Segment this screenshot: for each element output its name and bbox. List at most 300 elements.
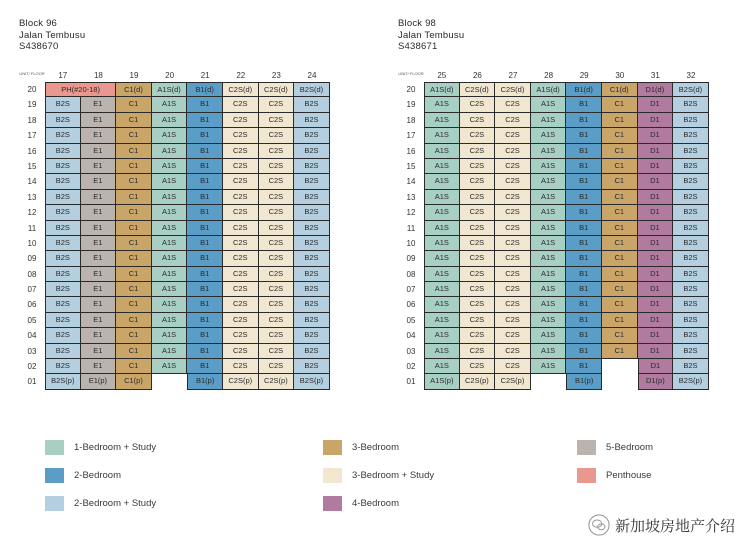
unit-cell: B1 [566,174,602,189]
floor-row [398,113,709,128]
unit-cell: D1 [638,174,674,189]
unit-cell: B1 [566,267,602,282]
unit-cell: C1 [602,159,638,174]
empty-cell [602,374,638,389]
unit-cell: A1S(d) [152,82,188,97]
legend-swatch [45,468,64,483]
unit-cell: D1 [638,267,674,282]
floor-row [398,297,709,312]
empty-cell [602,359,638,374]
unit-cell: A1S [531,328,567,343]
unit-cell: C1 [602,344,638,359]
unit-cell: B2S [294,251,330,266]
unit-column-header: 22 [236,71,246,80]
block-96-panel [19,18,324,387]
unit-cell: B2S [45,159,81,174]
unit-cell: C1 [602,282,638,297]
floor-label: 19 [406,100,416,110]
unit-cell: B2S [673,236,709,251]
floor-label: 11 [27,223,37,233]
floor-label: 01 [27,377,37,387]
unit-cell: B1 [566,359,602,374]
unit-cell: B2S [45,251,81,266]
unit-cell: B1 [566,313,602,328]
unit-cell: C2S [259,159,295,174]
floor-row [398,82,709,97]
floor-row [398,344,709,359]
unit-cell: A1S [424,97,460,112]
unit-cell: A1S [424,221,460,236]
unit-column-header: 28 [544,71,554,80]
unit-cell: B2S(p) [294,374,330,389]
unit-cell: C2S [495,313,531,328]
floor-row [398,97,709,112]
unit-cell: C2S(p) [495,374,531,389]
unit-cell: C2S [460,190,496,205]
legend-label: Penthouse [606,470,652,481]
floor-label: 08 [27,269,37,279]
floor-row [398,236,709,251]
legend-label: 3-Bedroom + Study [352,470,435,481]
unit-cell: A1S [424,282,460,297]
unit-cell: B2S [45,144,81,159]
unit-cell: PH(#20-18) [45,82,116,97]
unit-cell: B2S [673,359,709,374]
unit-cell: A1S(d) [424,82,460,97]
unit-cell: D1(d) [638,82,674,97]
floor-row [19,97,330,112]
unit-cell: C2S [259,328,295,343]
unit-cell: C2S [259,297,295,312]
unit-cell: B2S [294,174,330,189]
floor-row [19,344,330,359]
unit-cell: A1S [531,159,567,174]
unit-cell: C2S [223,113,259,128]
unit-cell: C1 [116,174,152,189]
floor-row [398,267,709,282]
unit-cell: B2S [45,359,81,374]
unit-cell: C1 [116,251,152,266]
unit-cell: B2S [294,159,330,174]
unit-cell: D1 [638,328,674,343]
floor-row [19,267,330,282]
unit-cell: C1 [116,190,152,205]
unit-cell: C2S [460,282,496,297]
floor-row [19,190,330,205]
unit-column-header: 17 [58,71,68,80]
floor-label: 03 [406,346,416,356]
legend-item [323,440,399,455]
block-98-panel [398,18,703,387]
watermark-text: 新加坡房地产介绍 [614,516,735,535]
unit-cell: C2S [223,144,259,159]
unit-cell: C2S(p) [460,374,496,389]
unit-cell: E1 [81,297,117,312]
unit-cell: A1S [531,297,567,312]
unit-cell: C2S [259,267,295,282]
unit-cell: B1 [566,251,602,266]
unit-column-header: 23 [271,71,281,80]
floor-label: 04 [27,331,37,341]
unit-cell: C2S [495,282,531,297]
unit-cell: B2S(p) [673,374,709,389]
unit-cell: B2S [673,267,709,282]
legend-item [45,440,156,455]
unit-cell: C1 [116,128,152,143]
floor-label: 09 [406,254,416,264]
legend-item [577,468,651,483]
unit-cell: C2S [460,113,496,128]
unit-cell: C1 [116,359,152,374]
unit-cell: A1S(d) [531,82,567,97]
unit-cell: C1 [602,174,638,189]
unit-column-header: 24 [307,71,317,80]
unit-cell: B2S [294,328,330,343]
floor-label: 13 [406,192,416,202]
unit-cell: B2S [45,297,81,312]
unit-cell: C2S [259,251,295,266]
unit-cell: B1 [187,313,223,328]
floor-row [398,251,709,266]
floor-row [19,144,330,159]
unit-cell: D1 [638,313,674,328]
unit-cell: B2S [45,113,81,128]
unit-column-header: 20 [165,71,175,80]
unit-cell: A1S [531,190,567,205]
unit-cell: C1 [602,205,638,220]
unit-cell: A1S [424,328,460,343]
unit-cell: A1S [152,97,188,112]
unit-cell: C2S [495,205,531,220]
unit-cell: C2S [223,159,259,174]
floor-row [19,205,330,220]
unit-cell: D1 [638,159,674,174]
unit-cell: B1(d) [187,82,223,97]
unit-cell: C2S [495,221,531,236]
unit-cell: E1 [81,97,117,112]
unit-cell: D1 [638,282,674,297]
unit-cell: B1 [566,297,602,312]
unit-cell: A1S [531,97,567,112]
unit-cell: C2S [460,128,496,143]
column-header-row [398,71,709,81]
floor-label: 18 [27,115,37,125]
unit-cell: C2S [259,313,295,328]
unit-cell: B1 [187,159,223,174]
floor-label: 06 [27,300,37,310]
block-98-unit-table [398,71,709,390]
unit-cell: B2S [294,297,330,312]
unit-cell: C2S [460,174,496,189]
unit-cell: C2S [223,313,259,328]
unit-cell: C2S [495,113,531,128]
legend-label: 2-Bedroom + Study [74,498,157,509]
unit-cell: C2S [460,221,496,236]
unit-cell: C2S [259,144,295,159]
unit-cell: B2S [673,205,709,220]
unit-cell: C2S [259,344,295,359]
block-postal-code: S438671 [398,41,438,52]
unit-cell: B2S [45,128,81,143]
unit-cell: B2S [673,190,709,205]
unit-cell: B1 [566,328,602,343]
unit-cell: A1S [531,113,567,128]
unit-cell: A1S [152,267,188,282]
unit-cell: E1 [81,144,117,159]
unit-cell: C1(d) [602,82,638,97]
unit-cell: A1S [152,128,188,143]
unit-cell: C2S [259,359,295,374]
unit-cell: E1 [81,328,117,343]
floor-row [398,174,709,189]
unit-cell: C1 [116,344,152,359]
floor-label: 15 [406,161,416,171]
unit-cell: E1 [81,267,117,282]
unit-cell: A1S [531,236,567,251]
unit-cell: C2S(d) [223,82,259,97]
unit-cell: C1 [602,113,638,128]
floor-label: 20 [406,85,416,94]
unit-cell: B1(p) [187,374,223,389]
legend-swatch [45,440,64,455]
legend-label: 2-Bedroom [74,470,121,481]
unit-cell: B2S [673,221,709,236]
unit-cell: B2S [45,174,81,189]
floor-label: 19 [27,100,37,110]
unit-cell: A1S [152,236,188,251]
block-street: Jalan Tembusu [19,29,86,41]
unit-cell: C2S [259,174,295,189]
unit-cell: B1 [566,113,602,128]
unit-cell: B1 [187,251,223,266]
unit-column-header: 27 [508,71,518,80]
floor-label: 10 [27,238,37,248]
floor-row [19,328,330,343]
unit-cell: B2S [45,313,81,328]
unit-cell: A1S [152,113,188,128]
unit-cell: D1 [638,144,674,159]
unit-cell: B2S [294,313,330,328]
unit-cell: C1 [602,251,638,266]
floor-row [398,144,709,159]
unit-cell: A1S [531,359,567,374]
empty-cell [531,374,567,389]
unit-cell: B1 [187,190,223,205]
unit-cell: B2S(p) [45,374,81,389]
unit-cell: D1 [638,344,674,359]
unit-cell: E1 [81,190,117,205]
floor-row [19,128,330,143]
unit-cell: C1 [602,267,638,282]
floor-label: 04 [406,331,416,341]
floor-label: 06 [406,300,416,310]
unit-cell: B2S [673,297,709,312]
unit-cell: C1 [602,144,638,159]
unit-cell: D1 [638,221,674,236]
unit-cell: C2S [495,328,531,343]
unit-cell: C2S(d) [495,82,531,97]
unit-cell: B2S [673,251,709,266]
floor-label: 13 [27,192,37,202]
unit-cell: C2S [460,97,496,112]
unit-cell: B1 [187,236,223,251]
unit-cell: A1S [531,174,567,189]
unit-cell: A1S [424,190,460,205]
unit-cell: B1(d) [566,82,602,97]
unit-cell: B2S [45,344,81,359]
floor-label: 17 [27,131,37,141]
unit-cell: C2S [259,236,295,251]
unit-cell: B2S [673,313,709,328]
unit-cell: B1 [566,221,602,236]
unit-cell: D1 [638,97,674,112]
unit-cell: C1 [602,313,638,328]
unit-cell: C2S [460,236,496,251]
unit-cell: C2S [460,267,496,282]
floor-row [19,251,330,266]
block-postal-code: S438670 [19,41,59,52]
unit-cell: C1 [116,282,152,297]
floor-label: 09 [27,254,37,264]
unit-cell: C1 [116,113,152,128]
unit-cell: C2S [223,236,259,251]
block-96-unit-table [19,71,330,390]
unit-cell: B1 [187,128,223,143]
unit-cell: C1(p) [116,374,152,389]
floor-label: 12 [27,208,37,218]
unit-cell: B2S [45,97,81,112]
unit-cell: A1S [531,267,567,282]
unit-cell: C2S [495,97,531,112]
unit-cell: C1 [602,190,638,205]
unit-cell: A1S(p) [424,374,460,389]
floor-label: 16 [406,146,416,156]
unit-cell: C2S [223,328,259,343]
unit-floor-label: UNIT/ FLOOR [398,71,424,76]
unit-column-header: 25 [437,71,447,80]
unit-cell: B1 [566,97,602,112]
floor-row [19,174,330,189]
unit-cell: C2S [460,159,496,174]
block-street: Jalan Tembusu [398,29,465,41]
unit-cell: B1 [187,267,223,282]
unit-cell: C1 [116,221,152,236]
unit-cell: B1 [187,221,223,236]
unit-cell: A1S [424,344,460,359]
unit-cell: A1S [424,128,460,143]
unit-cell: A1S [424,297,460,312]
unit-cell: A1S [152,159,188,174]
floor-row [398,159,709,174]
unit-cell: A1S [152,205,188,220]
unit-cell: D1 [638,113,674,128]
unit-column-header: 18 [93,71,103,80]
unit-column-header: 31 [650,71,660,80]
unit-cell: C2S(p) [223,374,259,389]
unit-cell: C2S [223,359,259,374]
unit-cell: C2S [460,344,496,359]
floor-label: 05 [27,315,37,325]
unit-cell: A1S [152,221,188,236]
unit-cell: B2S [673,328,709,343]
floor-label: 10 [406,238,416,248]
unit-cell: B2S [294,267,330,282]
legend-swatch [577,440,596,455]
legend-label: 3-Bedroom [352,442,399,453]
column-header-row [19,71,330,81]
legend-item [45,496,156,511]
legend-swatch [323,440,342,455]
floor-row [19,359,330,374]
unit-cell: A1S [424,144,460,159]
unit-cell: B2S [294,113,330,128]
unit-cell: B1 [566,205,602,220]
unit-cell: A1S [531,128,567,143]
unit-cell: A1S [424,174,460,189]
unit-cell: A1S [531,282,567,297]
unit-cell: C2S [259,113,295,128]
unit-cell: B1 [566,190,602,205]
unit-cell: E1 [81,205,117,220]
unit-cell: A1S [531,205,567,220]
unit-cell: B1 [187,144,223,159]
unit-cell: C2S [223,267,259,282]
unit-cell: C2S [495,144,531,159]
unit-cell: B2S [673,344,709,359]
unit-floor-label: UNIT/ FLOOR [19,71,45,76]
unit-cell: A1S [152,359,188,374]
unit-cell: A1S [152,190,188,205]
unit-cell: B2S [45,221,81,236]
legend-item [577,440,653,455]
unit-cell: B2S [294,282,330,297]
unit-cell: B2S(d) [294,82,330,97]
floor-label: 07 [406,285,416,295]
floor-row [398,282,709,297]
floor-row [398,190,709,205]
unit-cell: B2S(d) [673,82,709,97]
unit-cell: C2S [223,190,259,205]
block-98-header [398,18,464,53]
unit-cell: B2S [45,190,81,205]
floor-row [398,328,709,343]
unit-cell: E1 [81,174,117,189]
unit-cell: B1 [187,297,223,312]
unit-cell: A1S [424,205,460,220]
unit-cell: B2S [673,97,709,112]
unit-cell: C1 [116,205,152,220]
unit-cell: C2S [460,313,496,328]
unit-cell: A1S [152,313,188,328]
unit-cell: A1S [152,344,188,359]
floor-row [19,82,330,97]
unit-cell: C2S [223,221,259,236]
floor-row [19,113,330,128]
floor-row [398,374,709,389]
unit-cell: C2S [223,97,259,112]
floor-row [19,159,330,174]
unit-cell: E1 [81,236,117,251]
unit-cell: C2S [495,236,531,251]
unit-cell: E1 [81,159,117,174]
unit-cell: E1 [81,313,117,328]
unit-cell: B2S [294,205,330,220]
unit-cell: B2S [294,359,330,374]
floor-row [398,221,709,236]
unit-cell: C1 [602,97,638,112]
unit-cell: C2S [495,128,531,143]
unit-cell: B1 [187,205,223,220]
